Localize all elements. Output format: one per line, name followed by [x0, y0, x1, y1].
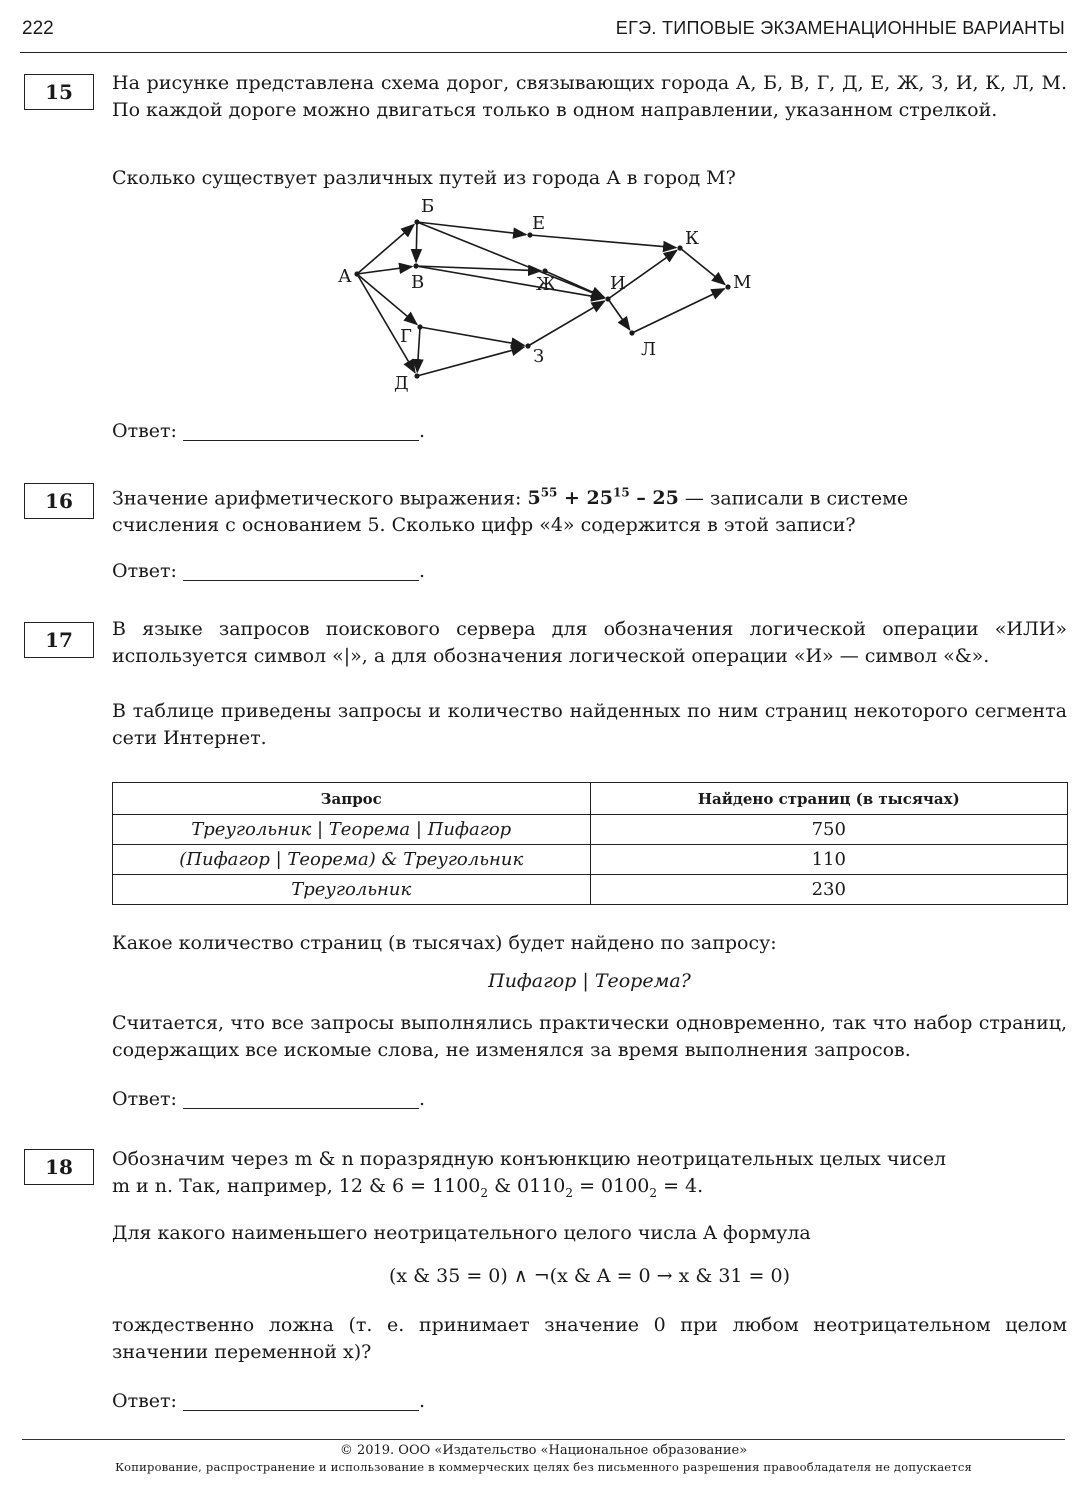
road-Д-З — [417, 347, 524, 376]
task-18-answer: Ответ: . — [112, 1390, 425, 1412]
table-row: (Пифагор | Теорема) & Треугольник 110 — [113, 845, 1068, 875]
footer-copyright: © 2019. ООО «Издательство «Национальное образование» — [339, 1443, 748, 1458]
task-16-answer-field[interactable] — [183, 560, 419, 581]
task-15-answer-field[interactable] — [183, 420, 419, 441]
answer-label: Ответ: — [112, 1390, 177, 1412]
city-label-Д: Д — [394, 373, 409, 394]
road-И-Л — [608, 299, 630, 330]
road-Г-З — [420, 327, 524, 345]
table-row: Треугольник 230 — [113, 875, 1068, 905]
task-18-formula: (x & 35 = 0) ∧ ¬(x & A = 0 → x & 31 = 0) — [388, 1265, 790, 1287]
answer-label: Ответ: — [112, 420, 177, 442]
task-17-answer-field[interactable] — [183, 1088, 419, 1109]
city-node-М — [725, 284, 730, 289]
city-node-Л — [629, 330, 634, 335]
city-label-З: З — [533, 346, 545, 367]
task-17-text-2: В таблице приведены запросы и количество найденных по ним страниц некоторого сегмента сети Интернет. — [112, 700, 1067, 749]
road-Б-В — [416, 222, 417, 262]
road-А-Д — [357, 274, 415, 373]
task-18-answer-field[interactable] — [183, 1390, 419, 1411]
table-row: Треугольник | Теорема | Пифагор 750 — [113, 815, 1068, 845]
task-17-text: В языке запросов поискового сервера для обозначения логической операции «ИЛИ» используется символ «|», а для обозначения логической операции «И» — символ «&». — [112, 618, 1067, 667]
table-header-query: Запрос — [113, 783, 591, 815]
city-label-М: М — [733, 272, 752, 293]
city-node-И — [605, 296, 610, 301]
answer-label: Ответ: — [112, 1088, 177, 1110]
running-header-title: ЕГЭ. ТИПОВЫЕ ЭКЗАМЕНАЦИОННЫЕ ВАРИАНТЫ — [615, 18, 1065, 38]
task-17-answer: Ответ: . — [112, 1088, 425, 1110]
answer-label: Ответ: — [112, 560, 177, 582]
city-label-Г: Г — [400, 326, 412, 347]
task-16-answer: Ответ: . — [112, 560, 425, 582]
task-17-number: 17 — [24, 622, 94, 658]
task-18-text: Обозначим через m & n поразрядную конъюнкцию неотрицательных целых чисел m и n. Так, например, 12 & $6 = 1100_2$ & $0110_2 = 0100_2 = 4$. — [112, 1148, 947, 1200]
city-node-Ж — [542, 268, 547, 273]
task-17-query: Пифагор | Теорема? — [488, 970, 691, 992]
city-node-З — [525, 343, 530, 348]
task-18-text-after: тождественно ложна (т. е. принимает значение 0 при любом неотрицательном целом значении переменной x)? — [112, 1314, 1067, 1363]
road-З-И — [528, 301, 605, 346]
task-18-question: Для какого наименьшего неотрицательного целого числа A формула — [112, 1222, 811, 1244]
road-А-Г — [357, 274, 417, 324]
city-node-К — [677, 245, 682, 250]
city-label-И: И — [610, 273, 626, 294]
city-node-Д — [414, 373, 419, 378]
road-В-И — [416, 266, 604, 298]
task-16-number: 16 — [24, 483, 94, 519]
road-К-М — [680, 248, 725, 284]
city-label-К: К — [685, 228, 699, 249]
city-node-Б — [414, 219, 419, 224]
city-label-А: А — [338, 266, 352, 287]
task-15-question: Сколько существует различных путей из города А в город М? — [112, 167, 736, 189]
task-17-question: Какое количество страниц (в тысячах) будет найдено по запросу: — [112, 932, 777, 954]
task-15-text: На рисунке представлена схема дорог, связывающих города А, Б, В, Г, Д, Е, Ж, З, И, К, Л, М. По каждой дороге можно двигаться только в одном направлении, указанном стрелкой. — [112, 72, 1067, 121]
road-graph-diagram — [0, 0, 1087, 420]
table-header-pages: Найдено страниц (в тысячах) — [590, 783, 1068, 815]
road-Л-М — [632, 289, 724, 333]
city-label-Ж: Ж — [536, 274, 557, 295]
task-15-answer: Ответ: . — [112, 420, 425, 442]
road-Е-К — [530, 235, 676, 248]
city-node-В — [413, 263, 418, 268]
road-Г-Д — [417, 327, 420, 372]
task-15-number: 15 — [24, 74, 94, 110]
footer-notice: Копирование, распространение и использование в коммерческих целях без письменного разрешения правообладателя не допускается — [115, 1460, 972, 1474]
task-18-number: 18 — [24, 1149, 94, 1185]
road-А-Б — [357, 225, 414, 274]
city-label-В: В — [411, 272, 425, 293]
query-table — [112, 782, 1068, 905]
city-label-Б: Б — [421, 196, 435, 217]
footer-rule — [22, 1439, 1065, 1440]
city-node-Г — [417, 324, 422, 329]
page-number: 222 — [22, 18, 54, 39]
city-node-А — [354, 271, 359, 276]
task-16-text: Значение арифметического выражения: $5^{55} + 25^{15} - 25$ — записали в системе счисления с основанием 5. Сколько цифр «4» содержится в этой записи? — [112, 486, 909, 537]
city-label-Е: Е — [532, 213, 546, 234]
task-17-note: Считается, что все запросы выполнялись практически одновременно, так что набор страниц, содержащих все искомые слова, не изменялся за время выполнения запросов. — [112, 1012, 1067, 1061]
city-label-Л: Л — [641, 339, 657, 360]
